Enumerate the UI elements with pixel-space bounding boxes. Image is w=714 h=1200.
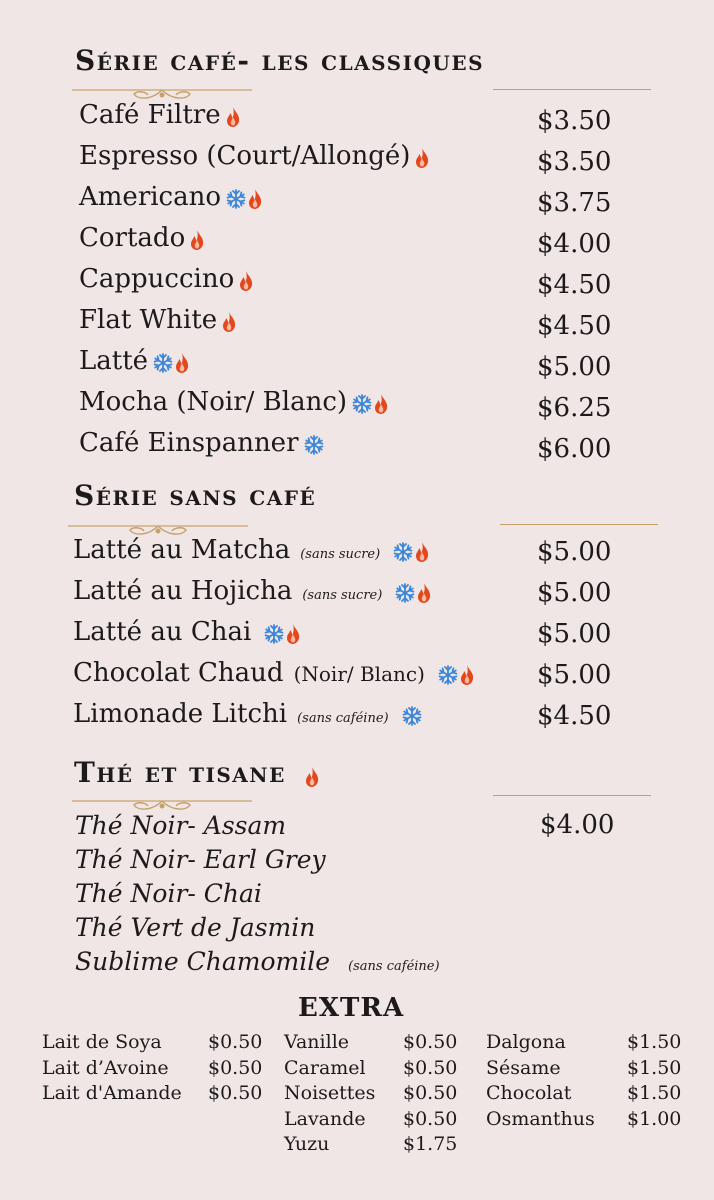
tea-item-note: (sans caféine) — [348, 959, 440, 974]
tea-item-name: Thé Vert de Jasmin — [75, 913, 316, 942]
menu-item-note: (sans sucre) — [300, 547, 381, 562]
menu-item-name: Latté — [79, 346, 190, 377]
snowflake-icon — [152, 347, 174, 377]
menu-item-note: (sans caféine) — [297, 711, 389, 726]
extra-title: EXTRA — [298, 993, 405, 1023]
menu-item-name: Limonade Litchi (sans caféine) — [73, 699, 423, 730]
snowflake-icon — [437, 659, 459, 689]
menu-item-price: $5.00 — [537, 619, 612, 649]
temperature-icons — [304, 758, 320, 791]
gold-rule — [493, 795, 651, 796]
gold-rule — [500, 524, 658, 525]
temperature-icons — [351, 388, 389, 418]
temperature-icons — [152, 347, 190, 377]
extra-item-price: $1.50 — [627, 1056, 682, 1079]
snowflake-icon — [394, 577, 416, 607]
extra-item-price: $0.50 — [208, 1031, 263, 1053]
extra-item-name: Noisettes — [284, 1082, 376, 1104]
menu-item-note: (Noir/ Blanc) — [293, 662, 425, 686]
extra-item-name: Osmanthus — [486, 1107, 595, 1130]
temperature-icons — [263, 618, 301, 648]
menu-item-name: Espresso (Court/Allongé) — [79, 141, 430, 172]
menu-item-price: $4.50 — [537, 701, 612, 731]
flame-icon — [414, 536, 430, 566]
menu-item-name: Latté au Matcha (sans sucre) — [73, 535, 430, 566]
menu-item-price: $5.00 — [537, 578, 612, 608]
menu-item-price: $4.00 — [537, 229, 612, 259]
menu-item-name: Latté au Hojicha (sans sucre) — [73, 576, 432, 607]
extra-item-name: Lait d'Amande — [42, 1082, 182, 1104]
extra-item-name: Sésame — [486, 1056, 561, 1079]
temperature-icons — [189, 224, 205, 254]
section-title-classiques: Série café- les classiques — [75, 44, 485, 77]
menu-item-name: Cappuccino — [79, 264, 254, 295]
flame-icon — [189, 224, 205, 254]
section-title-sans-cafe: Série sans café — [74, 479, 317, 512]
menu-item-name: Cortado — [79, 223, 205, 254]
flame-icon — [221, 306, 237, 336]
tea-item-name: Thé Noir- Chai — [75, 879, 262, 908]
flame-icon — [459, 659, 475, 689]
extra-item-name: Yuzu — [284, 1133, 330, 1155]
menu-item-name: Chocolat Chaud (Noir/ Blanc) — [73, 658, 475, 689]
flame-icon — [285, 618, 301, 648]
menu-item-price: $5.00 — [537, 352, 612, 382]
extra-item-name: Chocolat — [486, 1082, 572, 1104]
extra-item-price: $1.50 — [627, 1031, 682, 1053]
snowflake-icon — [392, 536, 414, 566]
temperature-icons — [225, 101, 241, 131]
temperature-icons — [394, 577, 432, 607]
tea-item-name: Thé Noir- Assam — [75, 811, 287, 840]
menu-item-price: $3.75 — [537, 188, 612, 218]
menu-item-price: $3.50 — [537, 147, 612, 177]
flame-icon — [225, 101, 241, 131]
temperature-icons — [392, 536, 430, 566]
menu-item-name: Café Filtre — [79, 100, 241, 131]
extra-item-price: $0.50 — [208, 1082, 263, 1104]
extra-item-name: Vanille — [284, 1031, 350, 1053]
extra-item-price: $1.50 — [627, 1082, 682, 1104]
menu-item-price: $3.50 — [537, 106, 612, 136]
tea-price: $4.00 — [540, 810, 615, 840]
extra-item-price: $0.50 — [403, 1107, 458, 1130]
flame-icon — [247, 183, 263, 213]
extra-item-name: Caramel — [284, 1056, 366, 1079]
temperature-icons — [414, 142, 430, 172]
menu-item-name: Latté au Chai — [73, 617, 301, 648]
menu-item-name: Café Einspanner — [79, 428, 325, 459]
tea-item-name: Sublime Chamomile (sans caféine) — [75, 947, 440, 976]
menu-item-price: $4.50 — [537, 270, 612, 300]
extra-item-name: Dalgona — [486, 1031, 566, 1053]
menu-item-price: $5.00 — [537, 660, 612, 690]
snowflake-icon — [225, 183, 247, 213]
temperature-icons — [401, 700, 423, 730]
menu-item-note: (sans sucre) — [302, 588, 383, 603]
menu-item-name: Flat White — [79, 305, 237, 336]
extra-item-name: Lavande — [284, 1107, 366, 1130]
menu-item-price: $6.00 — [537, 434, 612, 464]
menu-item-name: Mocha (Noir/ Blanc) — [79, 387, 389, 418]
extra-item-price: $1.00 — [627, 1107, 682, 1130]
flame-icon — [238, 265, 254, 295]
temperature-icons — [437, 659, 475, 689]
section-title-the: Thé et tisane — [74, 756, 320, 791]
snowflake-icon — [263, 618, 285, 648]
menu-item-price: $4.50 — [537, 311, 612, 341]
menu-item-name: Americano — [79, 182, 263, 213]
temperature-icons — [225, 183, 263, 213]
extra-item-price: $0.50 — [403, 1056, 458, 1079]
snowflake-icon — [401, 700, 423, 730]
snowflake-icon — [351, 388, 373, 418]
extra-item-name: Lait de Soya — [42, 1031, 162, 1053]
extra-item-price: $0.50 — [403, 1082, 458, 1104]
flame-icon — [174, 347, 190, 377]
flame-icon — [416, 577, 432, 607]
temperature-icons — [221, 306, 237, 336]
menu-item-price: $6.25 — [537, 393, 612, 423]
extra-item-price: $1.75 — [403, 1133, 458, 1155]
flame-icon — [373, 388, 389, 418]
tea-item-name: Thé Noir- Earl Grey — [75, 845, 326, 874]
menu-item-price: $5.00 — [537, 537, 612, 567]
flame-icon — [304, 758, 320, 791]
flame-icon — [414, 142, 430, 172]
snowflake-icon — [303, 429, 325, 459]
temperature-icons — [238, 265, 254, 295]
extra-item-name: Lait d’Avoine — [42, 1056, 169, 1079]
extra-item-price: $0.50 — [208, 1056, 263, 1079]
extra-item-price: $0.50 — [403, 1031, 458, 1053]
temperature-icons — [303, 429, 325, 459]
gold-rule — [493, 89, 651, 90]
